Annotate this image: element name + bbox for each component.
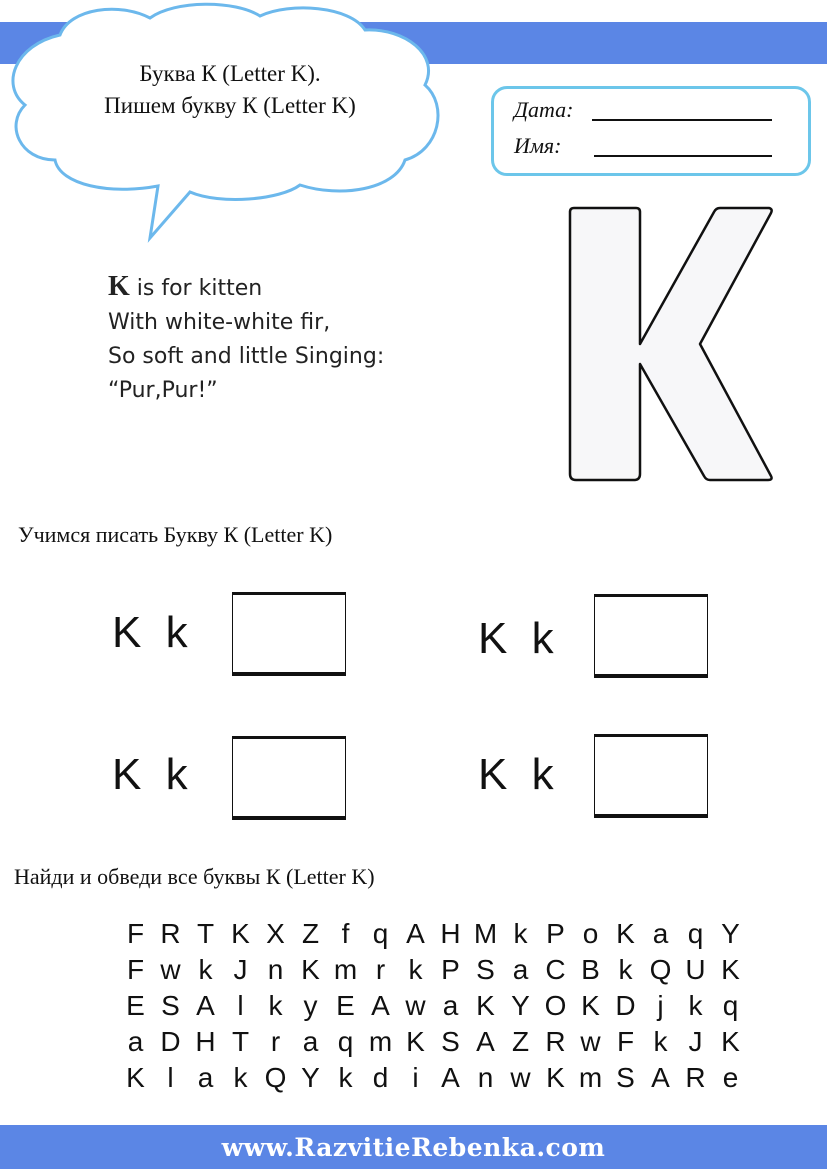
letter-cell[interactable]: K: [721, 1026, 740, 1057]
letter-cell[interactable]: T: [196, 918, 215, 949]
letter-cell[interactable]: K: [126, 1062, 145, 1093]
letter-cell[interactable]: q: [722, 990, 739, 1021]
letter-cell[interactable]: k: [618, 954, 633, 985]
date-label: Дата:: [514, 97, 574, 122]
letter-cell[interactable]: w: [510, 1062, 531, 1093]
letter-cell[interactable]: k: [198, 954, 213, 985]
letter-cell[interactable]: K: [406, 1026, 425, 1057]
practice-pair-2: K k: [478, 614, 560, 663]
name-row: [514, 131, 774, 161]
date-row: [514, 95, 774, 125]
letter-row: [118, 916, 748, 952]
letter-cell[interactable]: C: [545, 954, 566, 985]
poem-line-2: With white-white fir,: [108, 310, 331, 335]
letter-cell[interactable]: m: [368, 1026, 393, 1057]
letter-cell[interactable]: d: [372, 1062, 389, 1093]
poem-drop-letter: K: [108, 271, 130, 302]
letter-cell[interactable]: f: [341, 918, 350, 949]
letter-cell[interactable]: k: [268, 990, 283, 1021]
letter-cell[interactable]: o: [582, 918, 599, 949]
letter-cell[interactable]: A: [406, 918, 425, 949]
poem-line-3: So soft and little Singing:: [108, 344, 385, 369]
letter-cell[interactable]: w: [580, 1026, 601, 1057]
letter-cell[interactable]: a: [512, 954, 529, 985]
date-name-box: [491, 86, 811, 176]
letter-cell[interactable]: K: [616, 918, 635, 949]
writing-box-3[interactable]: [232, 736, 346, 820]
practice-pair-4: K k: [478, 750, 560, 799]
letter-cell[interactable]: A: [196, 990, 215, 1021]
letter-cell[interactable]: S: [161, 990, 180, 1021]
practice-title: Учимся писать Букву К (Letter K): [18, 522, 333, 547]
bottom-banner: [0, 1125, 827, 1169]
practice-pair-3: K k: [112, 750, 194, 799]
letter-cell[interactable]: w: [405, 990, 426, 1021]
poem-line-1: [108, 270, 384, 306]
letter-cell[interactable]: q: [372, 918, 389, 949]
letter-cell[interactable]: R: [160, 918, 181, 949]
letter-cell[interactable]: O: [544, 990, 567, 1021]
letter-cell[interactable]: A: [651, 1062, 670, 1093]
letter-cell[interactable]: a: [302, 1026, 319, 1057]
letter-cell[interactable]: A: [371, 990, 390, 1021]
cloud-line-2: Пишем букву К (Letter K): [104, 93, 356, 118]
letter-cell[interactable]: R: [685, 1062, 706, 1093]
cloud-heading: [40, 58, 420, 122]
letter-cell[interactable]: Z: [301, 918, 320, 949]
letter-cell[interactable]: J: [688, 1026, 703, 1057]
letter-cell[interactable]: k: [233, 1062, 248, 1093]
letter-cell[interactable]: l: [237, 990, 244, 1021]
name-line[interactable]: [594, 155, 772, 157]
letter-cell[interactable]: k: [513, 918, 528, 949]
kitten-poem: [108, 270, 384, 408]
letter-cell[interactable]: H: [195, 1026, 216, 1057]
letter-cell[interactable]: i: [412, 1062, 419, 1093]
letter-cell[interactable]: Y: [301, 1062, 320, 1093]
letter-cell[interactable]: q: [687, 918, 704, 949]
letter-row: [118, 1024, 748, 1060]
letter-cell[interactable]: m: [333, 954, 358, 985]
letter-row: [118, 1060, 748, 1096]
letter-cell[interactable]: K: [721, 954, 740, 985]
letter-cell[interactable]: F: [616, 1026, 635, 1057]
letter-cell[interactable]: B: [581, 954, 600, 985]
poem-line-1-text: is for kitten: [129, 276, 263, 301]
letter-cell[interactable]: F: [126, 918, 145, 949]
writing-box-1[interactable]: [232, 592, 346, 676]
letter-cell[interactable]: F: [126, 954, 145, 985]
writing-box-4[interactable]: [594, 734, 708, 818]
letter-cell[interactable]: y: [303, 990, 318, 1021]
letter-cell[interactable]: k: [338, 1062, 353, 1093]
letter-cell[interactable]: m: [578, 1062, 603, 1093]
letter-cell[interactable]: S: [616, 1062, 635, 1093]
letter-cell[interactable]: Y: [511, 990, 530, 1021]
letter-cell[interactable]: K: [546, 1062, 565, 1093]
letter-cell[interactable]: K: [301, 954, 320, 985]
date-line[interactable]: [592, 119, 772, 121]
name-label: Имя:: [514, 133, 562, 158]
letter-cell[interactable]: Z: [511, 1026, 530, 1057]
find-title: Найди и обведи все буквы К (Letter K): [14, 864, 375, 889]
letter-cell[interactable]: U: [685, 954, 706, 985]
poem-line-4: “Pur,Pur!”: [108, 378, 218, 403]
letter-cell[interactable]: w: [160, 954, 181, 985]
letter-cell[interactable]: D: [615, 990, 636, 1021]
letter-cell[interactable]: J: [233, 954, 248, 985]
letter-cell[interactable]: X: [266, 918, 285, 949]
letter-cell[interactable]: K: [581, 990, 600, 1021]
letter-cell[interactable]: D: [160, 1026, 181, 1057]
letter-row: [118, 988, 748, 1024]
cloud-line-1: Буква К (Letter K).: [139, 61, 321, 86]
letter-cell[interactable]: S: [476, 954, 495, 985]
letter-cell[interactable]: r: [270, 1026, 281, 1057]
letter-cell[interactable]: S: [441, 1026, 460, 1057]
letter-cell[interactable]: R: [545, 1026, 566, 1057]
letter-cell[interactable]: k: [408, 954, 423, 985]
letter-cell[interactable]: A: [441, 1062, 460, 1093]
letter-cell[interactable]: a: [652, 918, 669, 949]
letter-cell[interactable]: K: [476, 990, 495, 1021]
letter-cell[interactable]: E: [336, 990, 355, 1021]
letter-cell[interactable]: a: [127, 1026, 144, 1057]
letter-cell[interactable]: P: [441, 954, 460, 985]
letter-cell[interactable]: e: [722, 1062, 739, 1093]
letter-cell[interactable]: T: [231, 1026, 250, 1057]
letter-cell[interactable]: A: [476, 1026, 495, 1057]
big-letter-k-outline: [564, 204, 776, 484]
letter-cell[interactable]: a: [442, 990, 459, 1021]
letter-cell[interactable]: r: [375, 954, 386, 985]
letter-cell[interactable]: Y: [721, 918, 740, 949]
letter-cell[interactable]: P: [546, 918, 565, 949]
letter-cell[interactable]: k: [688, 990, 703, 1021]
letter-cell[interactable]: l: [167, 1062, 174, 1093]
letter-search-grid: [118, 916, 748, 1096]
letter-row: [118, 952, 748, 988]
letter-cell[interactable]: a: [197, 1062, 214, 1093]
writing-box-2[interactable]: [594, 594, 708, 678]
letter-cell[interactable]: H: [440, 918, 461, 949]
letter-cell[interactable]: k: [653, 1026, 668, 1057]
footer-url[interactable]: www.RazvitieRebenka.com: [221, 1132, 606, 1162]
letter-cell[interactable]: n: [267, 954, 284, 985]
letter-cell[interactable]: K: [231, 918, 250, 949]
letter-cell[interactable]: E: [126, 990, 145, 1021]
letter-cell[interactable]: M: [473, 918, 498, 949]
letter-cell[interactable]: Q: [649, 954, 672, 985]
letter-cell[interactable]: Q: [264, 1062, 287, 1093]
letter-cell[interactable]: n: [477, 1062, 494, 1093]
letter-cell[interactable]: j: [657, 990, 664, 1021]
speech-cloud: [0, 0, 450, 245]
letter-cell[interactable]: q: [337, 1026, 354, 1057]
practice-pair-1: K k: [112, 608, 194, 657]
